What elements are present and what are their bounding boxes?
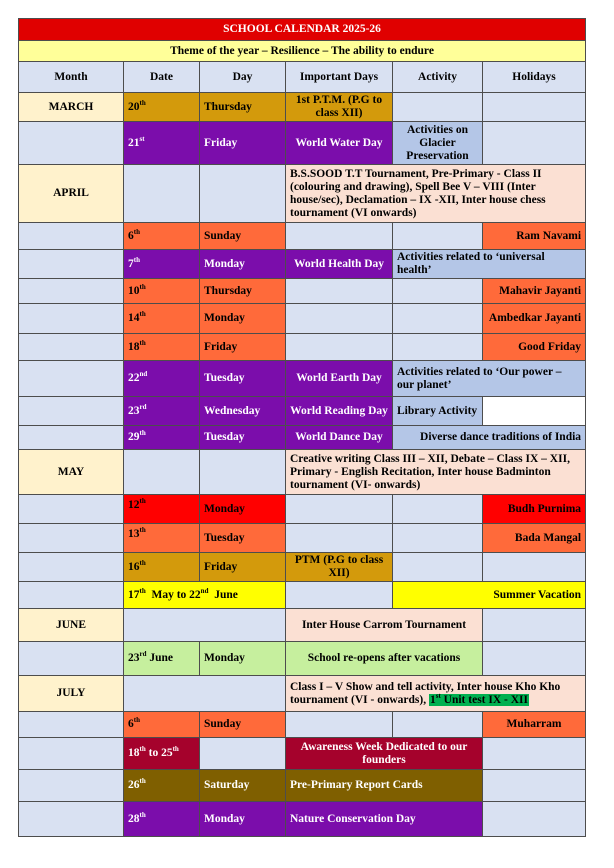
activities-cell: Class I – V Show and tell activity, Inter house Kho Kho tournament (VI - onwards), 1st Unit test IX - XII [286, 676, 586, 712]
date-cell: 28th [124, 802, 200, 837]
activity-cell: Diverse dance traditions of India [393, 426, 586, 450]
calendar-row [19, 582, 586, 609]
activity-cell: Activities related to ‘universal health’ [393, 250, 586, 279]
date-cell: 22nd [124, 361, 200, 397]
important-day-cell: Nature Conservation Day [286, 802, 483, 837]
month-cell [19, 553, 124, 582]
date-cell: 20th [124, 93, 200, 122]
holiday-cell [483, 93, 586, 122]
calendar-row [19, 609, 586, 642]
activity-cell [393, 93, 483, 122]
calendar-row [19, 93, 586, 122]
month-cell [19, 738, 124, 770]
day-cell: Monday [200, 304, 286, 334]
header-month: Month [19, 62, 124, 93]
important-day-cell [286, 304, 393, 334]
holiday-cell: Good Friday [483, 334, 586, 361]
month-cell [19, 279, 124, 304]
important-day-cell: World Reading Day [286, 397, 393, 426]
month-cell [19, 426, 124, 450]
date-range-cell: 18th to 25th [124, 738, 200, 770]
month-cell: APRIL [19, 165, 124, 223]
header-holidays: Holidays [483, 62, 586, 93]
activity-cell: Library Activity [393, 397, 483, 426]
holiday-cell [483, 642, 586, 676]
important-day-cell [286, 524, 393, 553]
calendar-row [19, 495, 586, 524]
day-cell: Sunday [200, 223, 286, 250]
date-cell: 23rd [124, 397, 200, 426]
important-day-cell [286, 495, 393, 524]
calendar-row [19, 712, 586, 738]
month-cell [19, 642, 124, 676]
calendar-row [19, 223, 586, 250]
day-cell: Wednesday [200, 397, 286, 426]
date-cell: 23rd June [124, 642, 200, 676]
day-cell: Monday [200, 495, 286, 524]
activity-cell [393, 223, 483, 250]
activity-cell [393, 712, 483, 738]
title-row [19, 19, 586, 41]
important-day-cell [286, 279, 393, 304]
important-day-cell: PTM (P.G to class XII) [286, 553, 393, 582]
date-cell [124, 450, 200, 495]
calendar-row [19, 738, 586, 770]
calendar-row [19, 361, 586, 397]
month-cell [19, 250, 124, 279]
calendar-title: SCHOOL CALENDAR 2025-26 [19, 19, 586, 41]
date-cell: 10th [124, 279, 200, 304]
important-day-cell [286, 712, 393, 738]
calendar-row [19, 122, 586, 165]
important-day-cell: World Earth Day [286, 361, 393, 397]
calendar-row [19, 165, 586, 223]
month-cell [19, 802, 124, 837]
holiday-cell [483, 553, 586, 582]
day-cell: Tuesday [200, 524, 286, 553]
header-activity: Activity [393, 62, 483, 93]
calendar-row [19, 524, 586, 553]
calendar-row [19, 279, 586, 304]
day-cell [200, 738, 286, 770]
important-day-cell [286, 334, 393, 361]
important-day-cell: Inter House Carrom Tournament [286, 609, 483, 642]
theme-row [19, 41, 586, 62]
important-day-cell: World Dance Day [286, 426, 393, 450]
day-cell: Sunday [200, 712, 286, 738]
date-cell: 6th [124, 223, 200, 250]
month-cell [19, 582, 124, 609]
calendar-row [19, 304, 586, 334]
important-day-cell: World Health Day [286, 250, 393, 279]
unit-test-highlight: 1st Unit test IX - XII [429, 691, 528, 706]
day-cell: Saturday [200, 770, 286, 802]
calendar-row [19, 676, 586, 712]
month-cell [19, 397, 124, 426]
month-cell [19, 524, 124, 553]
activity-cell [393, 304, 483, 334]
month-cell [19, 712, 124, 738]
day-cell: Monday [200, 642, 286, 676]
activities-cell: Creative writing Class III – XII, Debate – Class IX – XII, Primary - English Recitation, Inter house Badminton tournament (VI- onwards) [286, 450, 586, 495]
month-cell [19, 223, 124, 250]
holiday-cell [483, 770, 586, 802]
month-cell [19, 361, 124, 397]
activities-cell: B.S.SOOD T.T Tournament, Pre-Primary - Class II (colouring and drawing), Spell Bee V – VIII (Inter house/sec), Declamation – IX -XII, Inter house chess tournament (VI onwards) [286, 165, 586, 223]
day-cell: Monday [200, 250, 286, 279]
important-day-cell [286, 223, 393, 250]
date-cell [124, 165, 200, 223]
important-day-cell: 1st P.T.M. (P.G to class XII) [286, 93, 393, 122]
month-cell [19, 122, 124, 165]
important-day-cell [286, 582, 393, 609]
month-cell [19, 304, 124, 334]
header-important-days: Important Days [286, 62, 393, 93]
day-cell: Thursday [200, 93, 286, 122]
day-cell: Tuesday [200, 361, 286, 397]
activity-cell [393, 279, 483, 304]
date-cell [124, 676, 286, 712]
month-cell: MARCH [19, 93, 124, 122]
day-cell: Friday [200, 553, 286, 582]
date-cell: 26th [124, 770, 200, 802]
activity-cell [393, 553, 483, 582]
important-day-cell: World Water Day [286, 122, 393, 165]
day-cell: Friday [200, 122, 286, 165]
date-cell: 12th [124, 495, 200, 524]
header-row [19, 62, 586, 93]
header-date: Date [124, 62, 200, 93]
theme-of-year: Theme of the year – Resilience – The ability to endure [19, 41, 586, 62]
month-cell: MAY [19, 450, 124, 495]
date-cell: 29th [124, 426, 200, 450]
day-cell [200, 450, 286, 495]
day-cell: Thursday [200, 279, 286, 304]
day-cell: Tuesday [200, 426, 286, 450]
calendar-row [19, 802, 586, 837]
holiday-cell [483, 397, 586, 426]
date-cell: 18th [124, 334, 200, 361]
month-cell [19, 770, 124, 802]
holiday-cell: Muharram [483, 712, 586, 738]
header-day: Day [200, 62, 286, 93]
day-cell: Friday [200, 334, 286, 361]
holiday-cell: Budh Purnima [483, 495, 586, 524]
date-cell: 13th [124, 524, 200, 553]
holiday-cell [483, 122, 586, 165]
holiday-cell [483, 609, 586, 642]
important-day-cell: Pre-Primary Report Cards [286, 770, 483, 802]
month-cell [19, 495, 124, 524]
calendar-row [19, 250, 586, 279]
activity-cell: Activities on Glacier Preservation [393, 122, 483, 165]
important-day-cell: School re-opens after vacations [286, 642, 483, 676]
calendar-row [19, 553, 586, 582]
date-cell: 14th [124, 304, 200, 334]
activity-cell [393, 524, 483, 553]
holiday-cell: Summer Vacation [393, 582, 586, 609]
date-cell: 7th [124, 250, 200, 279]
calendar-row [19, 426, 586, 450]
calendar-row [19, 770, 586, 802]
calendar-row [19, 334, 586, 361]
month-cell: JUNE [19, 609, 124, 642]
date-range-cell: 17th May to 22nd June [124, 582, 286, 609]
activity-cell [393, 334, 483, 361]
date-cell: 6th [124, 712, 200, 738]
calendar-row [19, 397, 586, 426]
holiday-cell: Bada Mangal [483, 524, 586, 553]
month-cell: JULY [19, 676, 124, 712]
holiday-cell: Ambedkar Jayanti [483, 304, 586, 334]
school-calendar-table [18, 18, 586, 837]
holiday-cell: Ram Navami [483, 223, 586, 250]
activity-cell [393, 495, 483, 524]
day-cell [200, 165, 286, 223]
date-cell [124, 609, 286, 642]
activity-cell: Activities related to ‘Our power – our planet’ [393, 361, 586, 397]
holiday-cell: Mahavir Jayanti [483, 279, 586, 304]
date-cell: 16th [124, 553, 200, 582]
calendar-row [19, 642, 586, 676]
month-cell [19, 334, 124, 361]
holiday-cell [483, 802, 586, 837]
date-cell: 21st [124, 122, 200, 165]
calendar-row [19, 450, 586, 495]
day-cell: Monday [200, 802, 286, 837]
important-day-cell: Awareness Week Dedicated to our founders [286, 738, 483, 770]
holiday-cell [483, 738, 586, 770]
